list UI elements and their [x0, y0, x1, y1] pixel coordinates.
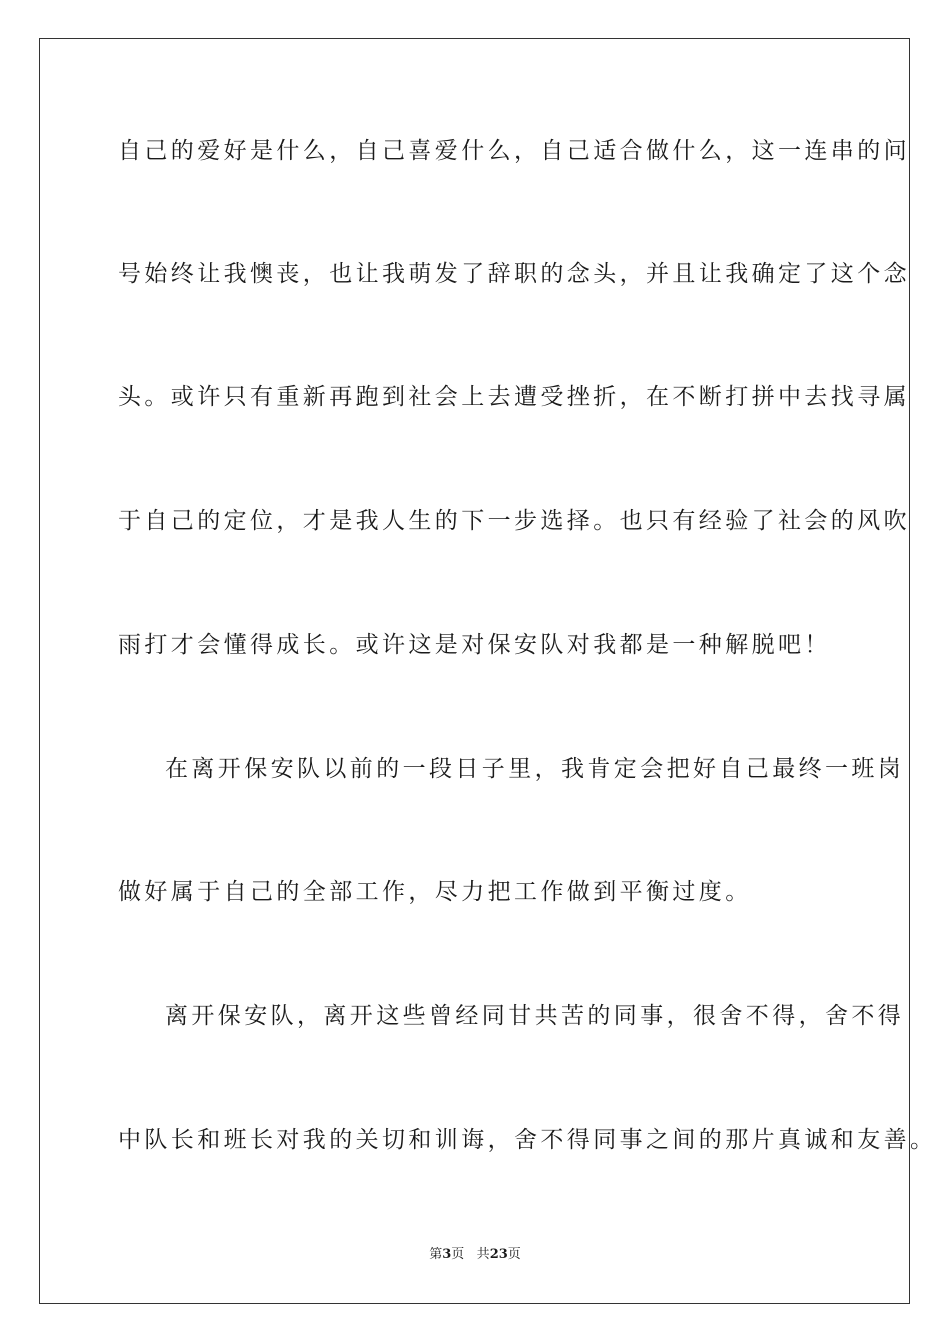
paragraph-start-line-6: 在离开保安队以前的一段日子里，我肯定会把好自己最终一班岗	[165, 756, 905, 782]
page-suffix: 页	[451, 1247, 465, 1262]
page-footer	[0, 1246, 950, 1264]
text-line-4: 于自己的定位，才是我人生的下一步选择。也只有经验了社会的风吹	[118, 508, 910, 534]
text-line-5: 雨打才会懂得成长。或许这是对保安队对我都是一种解脱吧！	[118, 632, 831, 658]
text-line-9: 中队长和班长对我的关切和训诲，舍不得同事之间的那片真诚和友善。	[118, 1127, 937, 1153]
page-border	[39, 38, 937, 1304]
text-line-1: 自己的爱好是什么，自己喜爱什么，自己适合做什么，这一连串的问	[118, 138, 910, 164]
paragraph-start-line-8: 离开保安队，离开这些曾经同甘共苦的同事，很舍不得，舍不得	[165, 1003, 905, 1029]
page-number: 3	[442, 1247, 452, 1262]
total-prefix: 共	[476, 1247, 490, 1262]
text-line-3: 头。或许只有重新再跑到社会上去遭受挫折，在不断打拼中去找寻属	[118, 384, 910, 410]
total-suffix: 页	[507, 1247, 521, 1262]
text-line-7: 做好属于自己的全部工作，尽力把工作做到平衡过度。	[118, 879, 752, 905]
page-prefix: 第	[429, 1247, 443, 1262]
text-line-2: 号始终让我懊丧，也让我萌发了辞职的念头，并且让我确定了这个念	[118, 261, 910, 287]
total-pages: 23	[489, 1247, 508, 1262]
